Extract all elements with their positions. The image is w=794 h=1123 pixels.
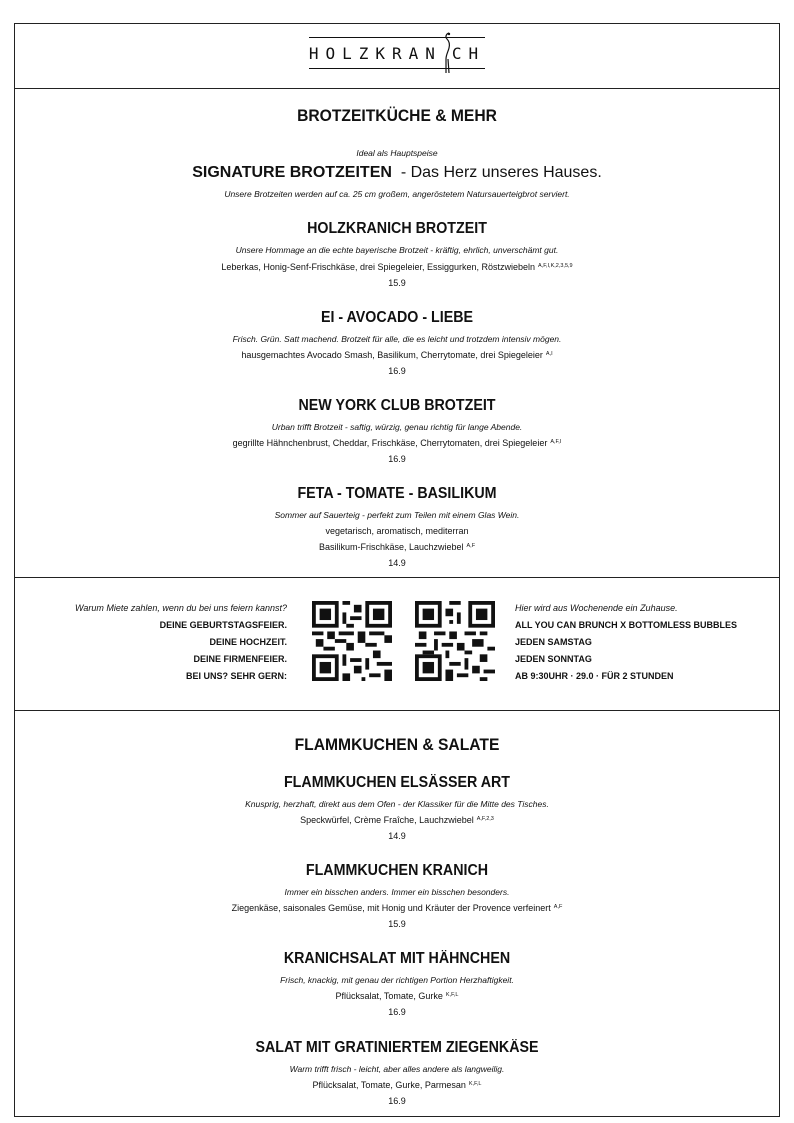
dish-ingredients: Pflücksalat, Tomate, Gurke $^{K,F,L}$: [335, 991, 459, 1001]
dish-price: 15.9: [388, 278, 406, 288]
dish-price: 16.9: [388, 454, 406, 464]
divider: [14, 577, 780, 578]
crane-icon: [442, 31, 454, 75]
dish-ingredients: Ziegenkäse, saisonales Gemüse, mit Honig und Kräuter der Provence verfeinert $^{A,F}$: [231, 903, 563, 913]
events-line: DEINE HOCHZEIT.: [209, 637, 287, 647]
allergen-codes: A,F,I: [550, 439, 562, 445]
dish-description: Immer ein bisschen anders. Immer ein bisschen besonders.: [284, 887, 510, 897]
dish-description: Unsere Hommage an die echte bayerische Brotzeit - kräftig, ehrlich, unverschämt gut.: [235, 245, 559, 255]
dish-price: 16.9: [388, 1096, 406, 1106]
dish-price: 15.9: [388, 919, 406, 929]
events-intro: Warum Miete zahlen, wenn du bei uns feiern kannst?: [75, 603, 287, 613]
dish-title: FLAMMKUCHEN ELSÄSSER ART: [283, 774, 511, 791]
dish-description: Urban trifft Brotzeit - saftig, würzig, genau richtig für lange Abende.: [271, 422, 523, 432]
dish-title: FETA - TOMATE - BASILIKUM: [297, 485, 497, 502]
qr-code-brunch[interactable]: [415, 601, 495, 681]
dish-title: HOLZKRANICH BROTZEIT: [307, 220, 487, 237]
dish-ingredients: gegrillte Hähnchenbrust, Cheddar, Frischkäse, Cherrytomaten, drei Spiegeleier $^{A,F,I}$: [232, 438, 562, 448]
dish-ingredients: hausgemachtes Avocado Smash, Basilikum, Cherrytomate, drei Spiegeleier $^{A,I}$: [241, 350, 553, 360]
allergen-codes: A,F,2,3: [476, 816, 494, 822]
dish-description: Frisch, knackig, mit genau der richtigen Portion Herzhaftigkeit.: [280, 975, 514, 985]
brunch-line: JEDEN SONNTAG: [515, 654, 592, 664]
section-title: FLAMMKUCHEN & SALATE: [294, 735, 500, 754]
dish-title: EI - AVOCADO - LIEBE: [320, 309, 474, 326]
allergen-codes: K,F,L: [445, 992, 459, 998]
dish-price: 16.9: [388, 366, 406, 376]
signature-subtitle: - Das Herz unseres Hauses.: [400, 164, 602, 181]
dish-ingredients: Speckwürfel, Crème Fraîche, Lauchzwiebel $^{A,F,2,3}$: [300, 815, 494, 825]
allergen-codes: K,F,L: [468, 1081, 482, 1087]
allergen-codes: A,F: [466, 543, 476, 549]
brunch-promo: [515, 600, 737, 685]
dish-price: 14.9: [388, 558, 406, 568]
events-line: DEINE FIRMENFEIER.: [193, 654, 287, 664]
dish-price: 16.9: [388, 1007, 406, 1017]
dish-tags: vegetarisch, aromatisch, mediterran: [325, 526, 469, 536]
signature-heading: [0, 164, 794, 182]
events-line: DEINE GEBURTSTAGSFEIER.: [159, 620, 287, 630]
section-title: BROTZEITKÜCHE & MEHR: [297, 106, 497, 125]
dish-description: Frisch. Grün. Satt machend. Brotzeit für alle, die es leicht und trotzdem intensiv mögen.: [232, 334, 562, 344]
qr-code-events[interactable]: [312, 601, 392, 681]
dish-description: Knusprig, herzhaft, direkt aus dem Ofen - der Klassiker für die Mitte des Tisches.: [245, 799, 549, 809]
dish-title: FLAMMKUCHEN KRANICH: [305, 862, 489, 879]
allergen-codes: A,F,I,K,2,3,5,9: [538, 263, 573, 269]
signature-description: Unsere Brotzeiten werden auf ca. 25 cm großem, angeröstetem Natursauerteigbrot serviert.: [224, 189, 570, 199]
dish-title: KRANICHSALAT MIT HÄHNCHEN: [283, 950, 511, 967]
dish-title: SALAT MIT GRATINIERTEM ZIEGENKÄSE: [255, 1039, 539, 1056]
dish-title: NEW YORK CLUB BROTZEIT: [298, 397, 496, 414]
dish-ingredients: Leberkas, Honig-Senf-Frischkäse, drei Spiegeleier, Essiggurken, Röstzwiebeln $^{A,F,I,K,2,3,5,9}$: [221, 262, 573, 272]
brunch-line: AB 9:30UHR · 29.0 · FÜR 2 STUNDEN: [515, 671, 674, 681]
brunch-line: ALL YOU CAN BRUNCH X BOTTOMLESS BUBBLES: [515, 620, 738, 630]
events-line: BEI UNS? SEHR GERN:: [185, 671, 287, 681]
brunch-line: JEDEN SAMSTAG: [515, 637, 592, 647]
dish-description: Warm trifft frisch - leicht, aber alles andere als langweilig.: [289, 1064, 505, 1074]
dish-price: 14.9: [388, 831, 406, 841]
signature-title: SIGNATURE BROTZEITEN: [192, 164, 392, 181]
logo: [0, 37, 794, 69]
allergen-codes: A,F: [553, 904, 563, 910]
logo-text: HOLZKRAN CH: [309, 37, 485, 69]
divider: [14, 88, 780, 89]
dish-ingredients: Basilikum-Frischkäse, Lauchzwiebel $^{A,F}$: [318, 542, 476, 552]
section-tagline: Ideal als Hauptspeise: [356, 148, 438, 158]
brunch-intro: Hier wird aus Wochenende ein Zuhause.: [515, 603, 678, 613]
dish-ingredients: Pflücksalat, Tomate, Gurke, Parmesan $^{K,F,L}$: [312, 1080, 482, 1090]
divider: [14, 710, 780, 711]
dish-description: Sommer auf Sauerteig - perfekt zum Teilen mit einem Glas Wein.: [274, 510, 520, 520]
allergen-codes: A,I: [545, 351, 553, 357]
events-promo: [75, 600, 287, 685]
